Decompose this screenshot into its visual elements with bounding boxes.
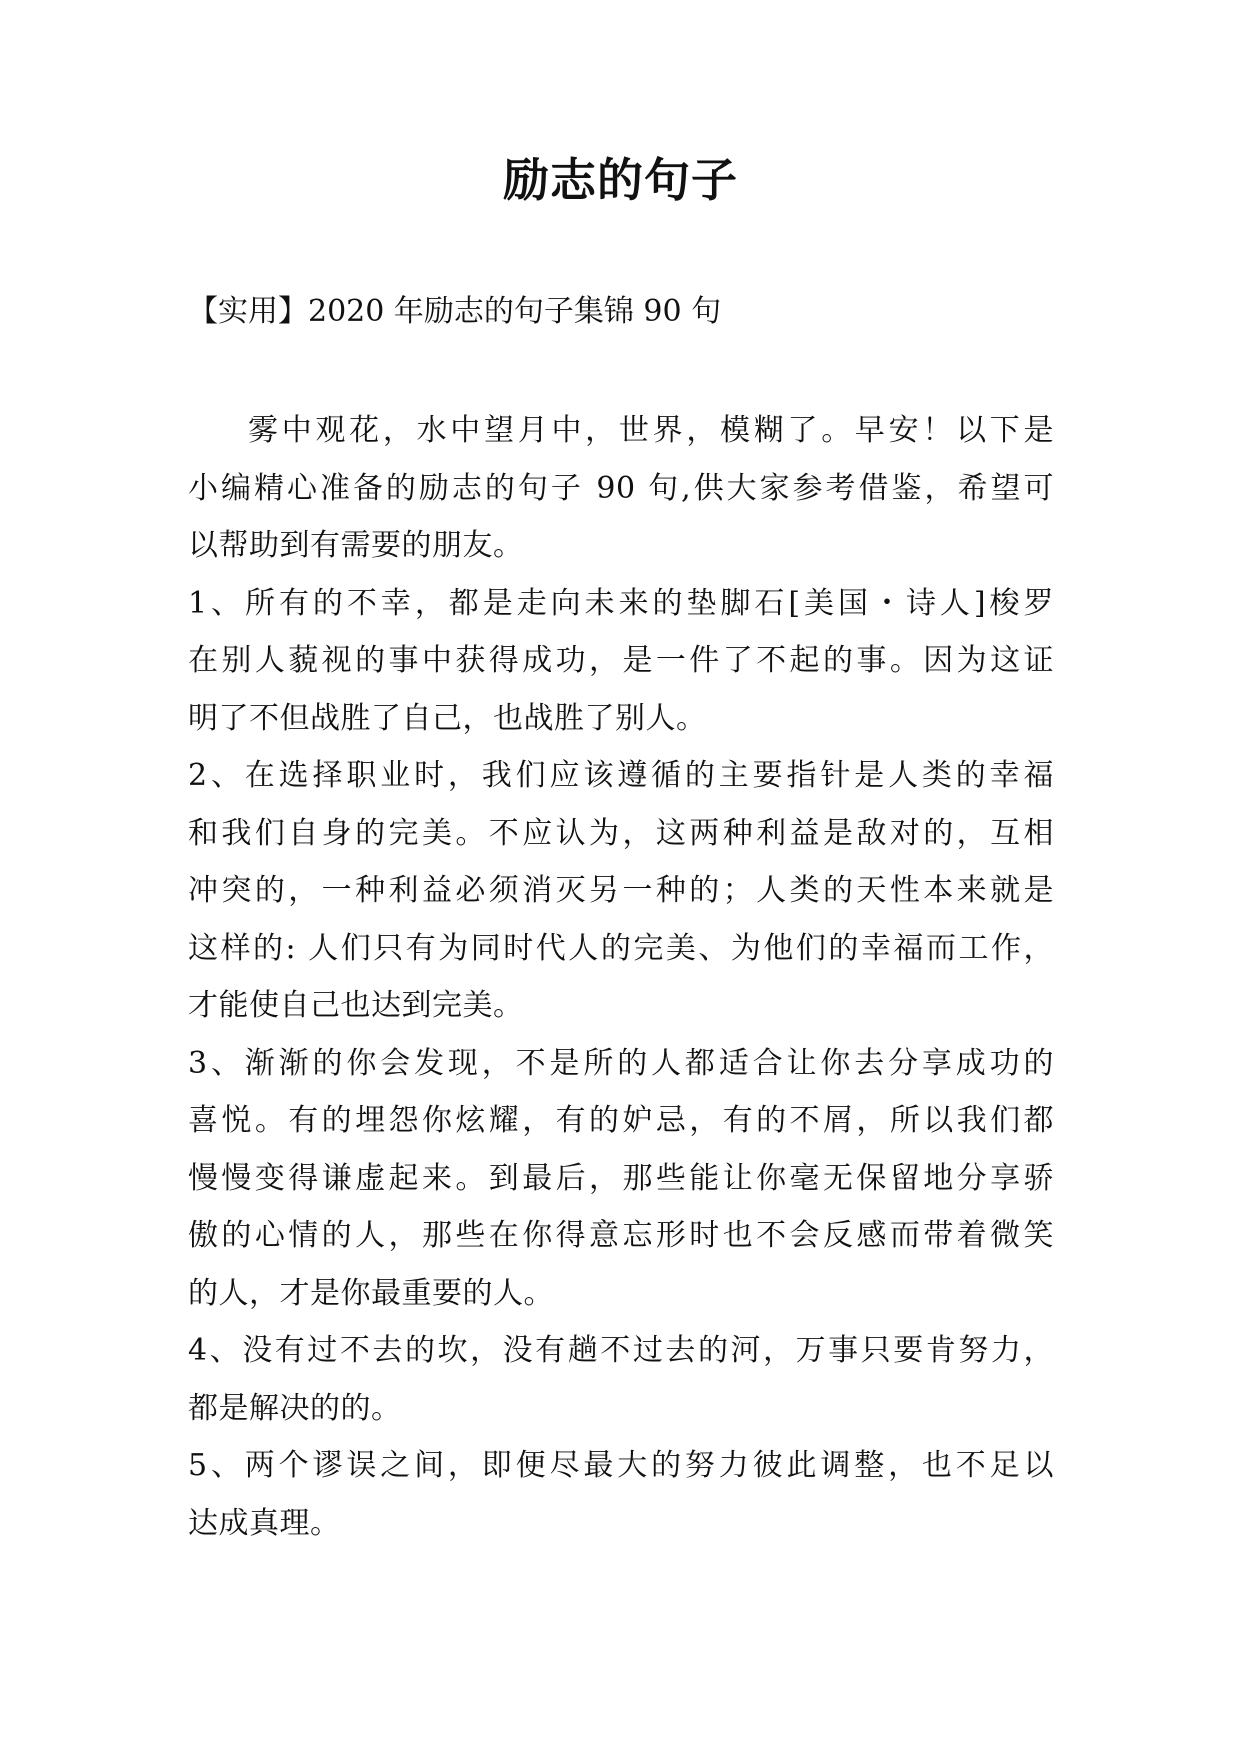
paragraph-line: 喜悦。有的埋怨你炫耀，有的妒忌，有的不屑，所以我们都: [188, 1103, 1054, 1138]
document-title: 励志的句子: [503, 153, 738, 207]
paragraph-line: 才能使自己也达到完美。: [188, 988, 524, 1023]
paragraph-line: 小编精心准备的励志的句子 90 句,供大家参考借鉴，希望可: [188, 470, 1054, 506]
paragraph-line: 的人，才是你最重要的人。: [188, 1275, 554, 1311]
paragraph-line: 1、所有的不幸，都是走向未来的垫脚石[美国・诗人]梭罗: [188, 585, 1054, 621]
paragraph-line: 4、没有过不去的坎，没有趟不过去的河，万事只要肯努力，: [188, 1333, 1054, 1368]
paragraph-line: 都是解决的的。: [188, 1390, 402, 1426]
paragraph-line: 傲的心情的人，那些在你得意忘形时也不会反感而带着微笑: [188, 1218, 1054, 1253]
paragraph-line: 在别人藐视的事中获得成功，是一件了不起的事。因为这证: [188, 643, 1054, 678]
paragraph-line: 3、渐渐的你会发现，不是所的人都适合让你去分享成功的: [188, 1045, 1054, 1081]
paragraph-line: 慢慢变得谦虚起来。到最后，那些能让你毫无保留地分享骄: [188, 1160, 1054, 1196]
paragraph-line: 以帮助到有需要的朋友。: [188, 528, 524, 563]
paragraph-line: 明了不但战胜了自己，也战胜了别人。: [188, 700, 707, 736]
paragraph-line: 雾中观花，水中望月中，世界，模糊了。早安！以下是: [248, 413, 1054, 448]
paragraph-line: 冲突的，一种利益必须消灭另一种的；人类的天性本来就是: [188, 873, 1054, 908]
document-subtitle: 【实用】2020 年励志的句子集锦 90 句: [188, 294, 722, 329]
paragraph-line: 2、在选择职业时，我们应该遵循的主要指针是人类的幸福: [188, 758, 1054, 793]
paragraph-line: 和我们自身的完美。不应认为，这两种利益是敌对的，互相: [188, 815, 1054, 851]
paragraph-line: 5、两个谬误之间，即便尽最大的努力彼此调整，也不足以: [188, 1448, 1054, 1483]
document-body: [188, 402, 1054, 1552]
paragraph-line: 达成真理。: [188, 1505, 341, 1541]
paragraph-line: 这样的: 人们只有为同时代人的完美、为他们的幸福而工作，: [188, 930, 1054, 966]
